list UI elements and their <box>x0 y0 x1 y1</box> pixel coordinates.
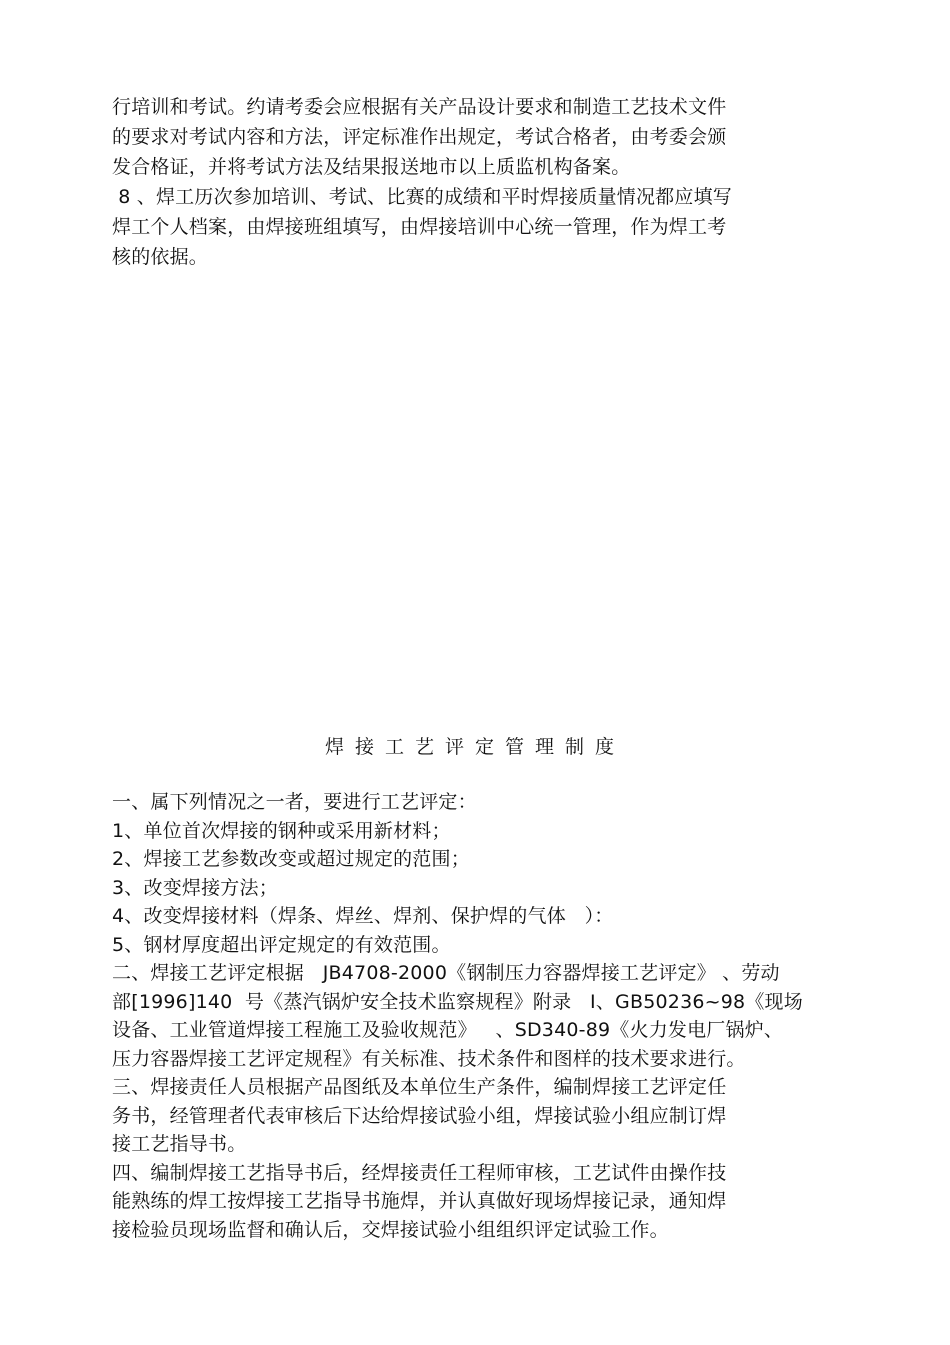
paragraph-line: 接检验员现场监督和确认后，交焊接试验小组组织评定试验工作。 <box>112 1218 669 1241</box>
list-item: 4、改变焊接材料（焊条、焊丝、焊剂、保护焊的气体 ）： <box>112 905 614 927</box>
paragraph-line: 能熟练的焊工按焊接工艺指导书施焊，并认真做好现场焊接记录，通知焊 <box>112 1190 727 1212</box>
paragraph-line: 三、焊接责任人员根据产品图纸及本单位生产条件，编制焊接工艺评定任 <box>112 1076 727 1098</box>
list-item: 2、焊接工艺参数改变或超过规定的范围； <box>112 848 470 870</box>
paragraph-line: 部[1996]140 号《蒸汽锅炉安全技术监察规程》附录 Ⅰ、GB50236~98《现场 <box>112 990 803 1013</box>
paragraph-line: 行培训和考试。约请考委会应根据有关产品设计要求和制造工艺技术文件 <box>112 96 727 118</box>
list-item: 3、改变焊接方法； <box>112 876 278 899</box>
paragraph-line: 8 、焊工历次参加培训、考试、比赛的成绩和平时焊接质量情况都应填写 <box>112 186 732 208</box>
section-body <box>112 788 842 1244</box>
paragraph-line: 四、编制焊接工艺指导书后，经焊接责任工程师审核，工艺试件由操作技 <box>112 1161 727 1184</box>
paragraph-line: 发合格证，并将考试方法及结果报送地市以上质监机构备案。 <box>112 156 631 178</box>
paragraph-line: 务书，经管理者代表审核后下达给焊接试验小组，焊接试验小组应制订焊 <box>112 1104 727 1127</box>
paragraph-line: 压力容器焊接工艺评定规程》有关标准、技术条件和图样的技术要求进行。 <box>112 1047 746 1070</box>
previous-section-continuation <box>112 92 842 272</box>
paragraph-line: 的要求对考试内容和方法，评定标准作出规定，考试合格者，由考委会颁 <box>112 126 727 148</box>
section-title: 焊接工艺评定管理制度 <box>324 736 625 758</box>
list-item: 1、单位首次焊接的钢种或采用新材料； <box>112 819 451 842</box>
paragraph-line: 接工艺指导书。 <box>112 1133 247 1155</box>
paragraph-line: 二、焊接工艺评定根据 JB4708-2000《钢制压力容器焊接工艺评定》 、劳动 <box>112 962 780 984</box>
paragraph-line: 核的依据。 <box>112 246 209 268</box>
list-item: 5、钢材厚度超出评定规定的有效范围。 <box>112 933 451 956</box>
paragraph-line: 焊工个人档案，由焊接班组填写，由焊接培训中心统一管理，作为焊工考 <box>112 216 727 238</box>
paragraph-line: 一、属下列情况之一者，要进行工艺评定： <box>112 791 477 813</box>
paragraph-line: 设备、工业管道焊接工程施工及验收规范》 、SD340-89《火力发电厂锅炉、 <box>112 1019 784 1041</box>
